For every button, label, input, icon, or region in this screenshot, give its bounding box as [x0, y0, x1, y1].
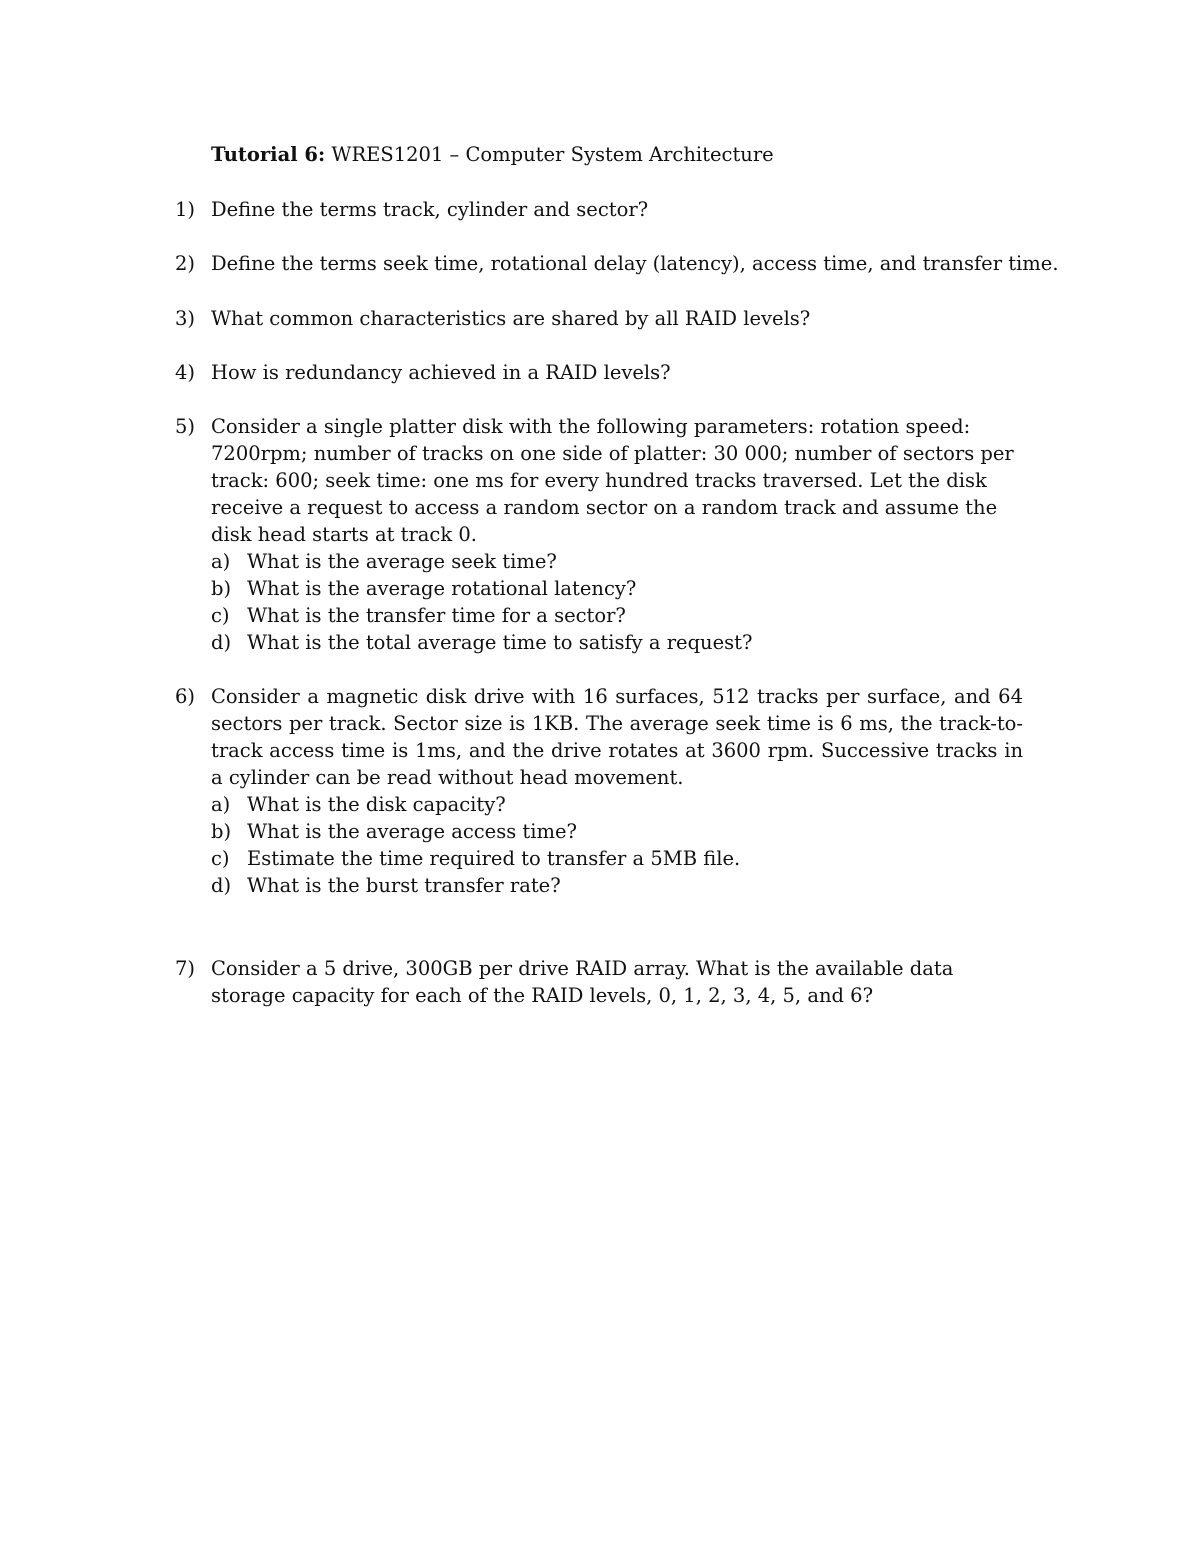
question-number: 6) — [175, 685, 196, 708]
subquestion-a — [211, 791, 1025, 818]
question-number: 4) — [175, 361, 196, 384]
question-text: Define the terms track, cylinder and sector? — [211, 198, 649, 221]
subquestion-letter: b) — [211, 577, 232, 600]
subquestion-letter: a) — [211, 550, 231, 573]
subquestion-letter: c) — [211, 604, 230, 627]
subquestion-d — [211, 629, 1025, 656]
question-number: 7) — [175, 957, 196, 980]
question-text: Define the terms seek time, rotational delay (latency), access time, and transfer time. — [211, 252, 1059, 275]
subquestion-letter: d) — [211, 631, 232, 654]
page-title — [211, 141, 774, 168]
question-7 — [175, 955, 1025, 1009]
question-text: Consider a 5 drive, 300GB per drive RAID array. What is the available data storage capacity for each of the RAID levels, 0, 1, 2, 3, 4, 5, and 6? — [211, 957, 954, 1007]
subquestion-text: What is the transfer time for a sector? — [247, 604, 626, 627]
subquestion-c — [211, 845, 1025, 872]
subquestion-text: What is the average rotational latency? — [247, 577, 637, 600]
subquestion-text: What is the average seek time? — [247, 550, 557, 573]
question-text: Consider a single platter disk with the following parameters: rotation speed: 7200rpm; number of tracks on one side of platter: 30 000; number of sectors per track: 600; seek time: one ms for every hundred tracks traversed. Let the disk receive a request to access a random sector on a random track and assume the disk head starts at track 0. — [211, 415, 1014, 546]
subquestion-d — [211, 872, 1025, 899]
subquestion-letter: d) — [211, 874, 232, 897]
subquestion-letter: b) — [211, 820, 232, 843]
question-2 — [175, 250, 1059, 277]
question-text: What common characteristics are shared by all RAID levels? — [211, 307, 811, 330]
question-text: How is redundancy achieved in a RAID levels? — [211, 361, 671, 384]
subquestion-text: What is the burst transfer rate? — [247, 874, 561, 897]
subquestion-text: What is the total average time to satisfy a request? — [247, 631, 753, 654]
subquestion-c — [211, 602, 1025, 629]
subquestion-b — [211, 818, 1025, 845]
question-1 — [175, 196, 1025, 223]
question-6 — [175, 683, 1025, 899]
subquestion-letter: c) — [211, 847, 230, 870]
subquestion-a — [211, 548, 1025, 575]
title-course: WRES1201 – Computer System Architecture — [325, 143, 774, 166]
question-number: 1) — [175, 198, 196, 221]
subquestion-text: What is the disk capacity? — [247, 793, 506, 816]
subquestion-text: What is the average access time? — [247, 820, 577, 843]
question-text: Consider a magnetic disk drive with 16 surfaces, 512 tracks per surface, and 64 sectors per track. Sector size is 1KB. The average seek time is 6 ms, the track-to-track access time is 1ms, and the drive rotates at 3600 rpm. Successive tracks in a cylinder can be read without head movement. — [211, 685, 1023, 789]
question-4 — [175, 359, 1025, 386]
title-label: Tutorial 6: — [211, 143, 326, 166]
question-number: 5) — [175, 415, 196, 438]
question-number: 3) — [175, 307, 196, 330]
subquestion-letter: a) — [211, 793, 231, 816]
question-number: 2) — [175, 252, 196, 275]
subquestion-b — [211, 575, 1025, 602]
question-5 — [175, 413, 1025, 656]
subquestion-text: Estimate the time required to transfer a 5MB file. — [247, 847, 741, 870]
question-3 — [175, 305, 1025, 332]
